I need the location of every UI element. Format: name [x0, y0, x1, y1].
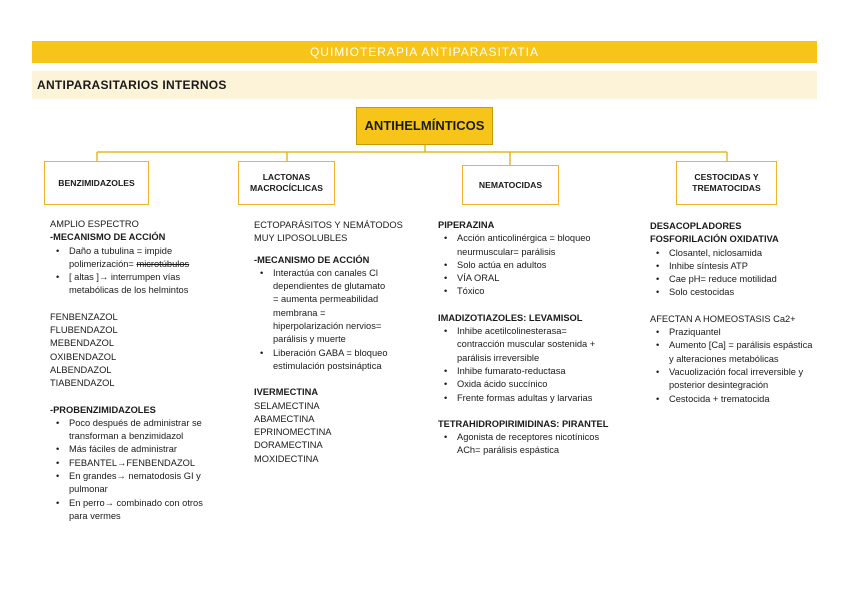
- list-item-text: dependientes de glutamato: [273, 281, 386, 292]
- list-item: [438, 365, 638, 378]
- section-header: ANTIPARASITARIOS INTERNOS: [32, 71, 817, 99]
- list-item: [438, 285, 638, 298]
- levamisol-list: [438, 325, 638, 405]
- root-node: ANTIHELMÍNTICOS: [356, 107, 493, 145]
- list-item: [650, 260, 830, 273]
- list-item-text: pulmonar: [69, 484, 108, 495]
- list-item-text: • Oxida ácido succínico: [457, 379, 548, 390]
- spectrum-text: AMPLIO ESPECTRO: [50, 219, 139, 229]
- list-item: [438, 431, 638, 458]
- list-item-text: • Frente formas adultas y larvarias: [457, 392, 593, 403]
- list-item: [650, 326, 830, 339]
- list-item-text: • [ altas ]→ interrumpen vías: [69, 272, 181, 283]
- piperazina-heading: PIPERAZINA: [438, 220, 495, 230]
- list-item-text: contracción muscular sostenida +: [457, 339, 596, 350]
- mechanism-heading: -MECANISMO DE ACCIÓN: [50, 232, 166, 243]
- list-item-text: • Cestocida + trematocida: [669, 393, 770, 404]
- drug-name: EPRINOMECTINA: [254, 427, 332, 438]
- mechanism-heading: -MECANISMO DE ACCIÓN: [254, 254, 370, 265]
- list-item: [438, 392, 638, 405]
- category-nematocidas: [462, 165, 559, 205]
- list-item: [254, 347, 424, 374]
- list-item-text: posterior desintegración: [669, 380, 769, 391]
- list-item-text: parálisis irreversible: [457, 352, 540, 363]
- category-label: LACTONAS: [262, 172, 311, 183]
- list-item-text: • Liberación GABA = bloqueo: [273, 347, 388, 358]
- list-item: [650, 247, 830, 260]
- pirantel-list: [438, 431, 638, 458]
- list-item: [438, 259, 638, 272]
- list-item-text: • Aumento [Ca] = parálisis espástica: [669, 340, 813, 351]
- page-banner: QUIMIOTERAPIA ANTIPARASITATIA: [32, 41, 817, 63]
- pirantel-heading: TETRAHIDROPIRIMIDINAS: PIRANTEL: [438, 418, 609, 429]
- list-item-text: y alteraciones metabólicas: [669, 353, 779, 364]
- list-item-text: • FEBANTEL→FENBENDAZOL: [69, 457, 196, 468]
- list-item: [254, 267, 424, 347]
- list-item-text: • Cae pH= reduce motilidad: [669, 274, 777, 285]
- list-item-text: neurmuscular= parálisis: [457, 246, 556, 257]
- list-item: [438, 325, 638, 365]
- list-item: [650, 339, 830, 366]
- list-item-text: • Solo cestocidas: [669, 287, 735, 298]
- list-item-text: • Inhibe síntesis ATP: [669, 260, 748, 271]
- list-item-text: • Inhibe acetilcolinesterasa=: [457, 326, 567, 337]
- probenzimidazoles-heading: -PROBENZIMIDAZOLES: [50, 404, 156, 415]
- list-item-text: • Más fáciles de administrar: [69, 444, 177, 455]
- list-item: [50, 443, 235, 456]
- piperazina-list: [438, 232, 638, 298]
- homeostasis-list: [650, 326, 830, 406]
- drug-name: MEBENDAZOL: [50, 338, 115, 349]
- benzimidazoles-notes: [50, 218, 235, 523]
- levamisol-heading: IMADIZOTIAZOLES: LEVAMISOL: [438, 312, 583, 323]
- list-item: [650, 273, 830, 286]
- drug-name: DORAMECTINA: [254, 440, 323, 451]
- category-label: BENZIMIDAZOLES: [58, 177, 135, 188]
- list-item-text: metabólicas de los helmintos: [69, 285, 189, 296]
- list-item-text: • Poco después de administrar se: [69, 417, 202, 428]
- list-item: [50, 457, 235, 470]
- category-label: NEMATOCIDAS: [478, 179, 543, 190]
- list-item-text: ACh= parálisis espástica: [457, 445, 560, 456]
- mechanism-list: [254, 267, 424, 373]
- list-item: [50, 497, 235, 524]
- drug-name: MOXIDECTINA: [254, 453, 319, 464]
- list-item: [438, 232, 638, 259]
- list-item-text: • VÍA ORAL: [457, 273, 500, 284]
- desacopladores-heading: FOSFORILACIÓN OXIDATIVA: [650, 234, 779, 245]
- drug-name: FENBENZAZOL: [50, 311, 118, 322]
- list-item-text: hiperpolarización nervios=: [273, 321, 382, 332]
- list-item-text: parálisis y muerte: [273, 334, 346, 345]
- list-item: [438, 272, 638, 285]
- list-item-text: • Vacuolización focal irreversible y: [669, 366, 804, 377]
- nematocidas-notes: [438, 219, 638, 458]
- cestocidas-notes: [650, 220, 830, 406]
- list-item-text: • Solo actúa en adultos: [457, 259, 547, 270]
- mechanism-list: [50, 245, 235, 298]
- list-item-text: • Praziquantel: [669, 327, 721, 338]
- category-benzimidazoles: [44, 161, 149, 205]
- category-lactonas: [238, 161, 335, 205]
- homeostasis-heading: AFECTAN A HOMEOSTASIS Ca2+: [650, 313, 796, 324]
- drug-name: SELAMECTINA: [254, 400, 320, 411]
- list-item: [650, 286, 830, 299]
- list-item-text: • Acción anticolinérgica = bloqueo: [457, 233, 591, 244]
- list-item: [438, 378, 638, 391]
- list-item-text: para vermes: [69, 510, 121, 521]
- list-item-text: • Agonista de receptores nicotínicos: [457, 432, 600, 443]
- ivermectina-heading: IVERMECTINA: [254, 387, 319, 398]
- drug-name: OXIBENDAZOL: [50, 351, 117, 362]
- drug-name: ABAMECTINA: [254, 413, 315, 424]
- category-label: TREMATOCIDAS: [692, 183, 761, 193]
- drug-name: FLUBENDAZOL: [50, 325, 118, 336]
- list-item-text: membrana =: [273, 307, 326, 318]
- list-item-text: • En perro→ combinado con otros: [69, 497, 203, 508]
- list-item: [50, 271, 235, 298]
- probenzimidazoles-list: [50, 417, 235, 523]
- category-label: MACROCÍCLICAS: [249, 183, 324, 193]
- drug-name: ALBENDAZOL: [50, 364, 112, 375]
- list-item-text: • Interactúa con canales Cl: [273, 267, 378, 278]
- list-item-text: = aumenta permeabilidad: [273, 294, 379, 305]
- desacopladores-heading: DESACOPLADORES: [650, 221, 742, 231]
- struck-text: microtúbulos: [136, 258, 190, 269]
- drug-name: TIABENDAZOL: [50, 378, 115, 389]
- list-item-text: • Closantel, niclosamida: [669, 247, 763, 258]
- list-item: [50, 470, 235, 497]
- intro-text: MUY LIPOSOLUBLES: [254, 233, 348, 244]
- list-item: [650, 393, 830, 406]
- lactonas-notes: [254, 219, 424, 466]
- list-item: [650, 366, 830, 393]
- desacopladores-list: [650, 247, 830, 300]
- list-item: [50, 245, 235, 272]
- list-item-text: • Tóxico: [457, 286, 485, 297]
- category-label: CESTOCIDAS Y: [694, 172, 759, 183]
- intro-text: ECTOPARÁSITOS Y NEMÁTODOS: [254, 220, 403, 230]
- list-item: [50, 417, 235, 444]
- category-cestocidas: [676, 161, 777, 205]
- list-item-text: estimulación postsináptica: [273, 360, 382, 371]
- list-item-text: transforman a benzimidazol: [69, 431, 184, 442]
- list-item-text: • Inhibe fumarato-reductasa: [457, 365, 566, 376]
- list-item-text: • En grandes→ nematodosis GI y: [69, 471, 201, 482]
- list-item-text: • Daño a tubulina = impide: [69, 245, 173, 256]
- list-item-text: polimerización=: [69, 258, 134, 269]
